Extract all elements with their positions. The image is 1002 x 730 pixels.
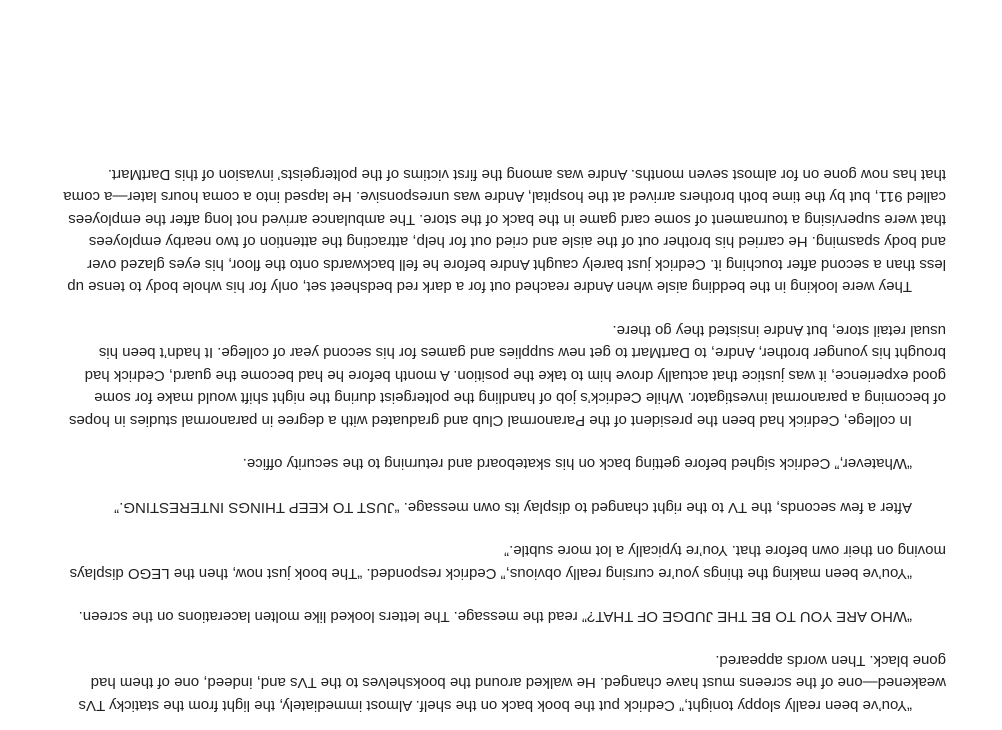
- paragraph-7: They were looking in the bedding aisle when Andre reached out for a dark red bedsheet set, only for his whole body to tense up less than a second after touching it. Cedrick just barely caught Andre before he fell backwards onto the floor, his eyes glazed over and body spasming. He carried his brother out of the aisle and cried out for help, attracting the attention of two nearby employees that were supervising a tournament of some card game in the back of the store. The ambulance arrived not long after the employees called 911, but by the time both brothers arrived at the hospital, Andre was unresponsive. He lapsed into a coma hours later—a coma that has now gone on for almost seven months. Andre was among the first victims of the poltergeists’ invasion of this DartMart.: [63, 166, 946, 296]
- paragraph-2: “WHO ARE YOU TO BE THE JUDGE OF THAT?” read the message. The letters looked like molten lacerations on the screen.: [78, 608, 912, 626]
- paragraph-5: “Whatever,” Cedrick sighed before getting back on his skateboard and returning to the security office.: [242, 455, 912, 473]
- paragraph-3: “You’ve been making the things you’re cursing really obvious,” Cedrick responded. “The book just now, then the LEGO displays moving on their own before that. You’re typically a lot more subtle.”: [69, 542, 946, 582]
- paragraph-4: After a few seconds, the TV to the right changed to display its own message. “JUST TO KEEP THINGS INTERESTING.”: [114, 499, 912, 516]
- paragraph-1: “You’ve been really sloppy tonight,” Cedrick put the book back on the shelf. Almost immediately, the light from the staticky TVs weakened—one of the screens must have changed. He walked around the bookshelves to the TVs and, indeed, one of them had gone black. Then words appeared.: [78, 652, 946, 714]
- paragraph-6: In college, Cedrick had been the president of the Paranormal Club and graduated with a degree in paranormal studies in hopes of becoming a paranormal investigator. While Cedrick’s job of handling the poltergeist during the night shift would make for some good experience, it was justice that actually drove him to take the position. A month before he had become the guard, Cedrick had brought his younger brother, Andre, to DartMart to get new supplies and games for his second year of college. It hadn’t been his usual retail store, but Andre insisted they go there.: [68, 322, 946, 429]
